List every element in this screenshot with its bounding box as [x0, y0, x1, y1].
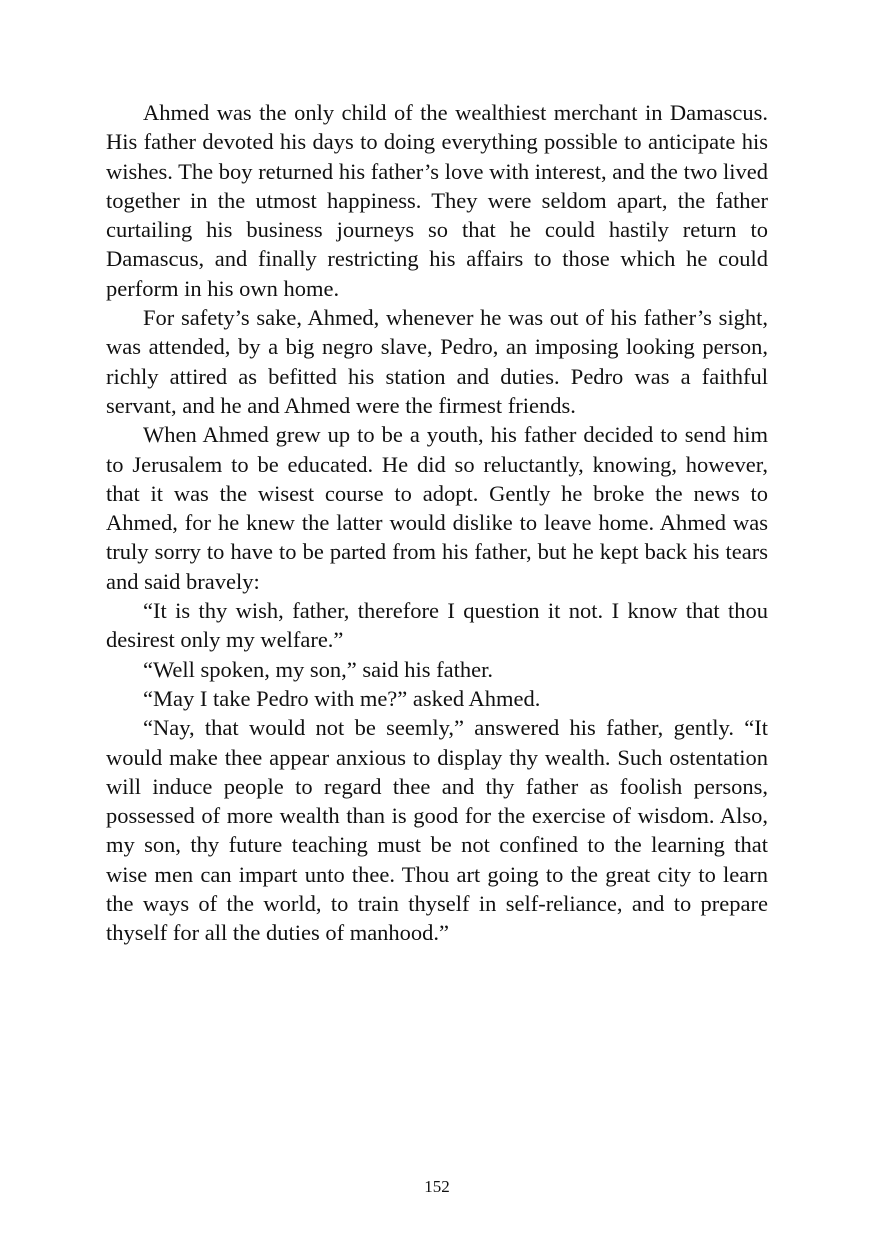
page-number: 152: [424, 1177, 450, 1196]
paragraph-ahmed-reply: “It is thy wish, father, therefore I question it not. I know that thou desirest only my welfare.”: [106, 598, 768, 653]
paragraph-father-answer: “Nay, that would not be seemly,” answered his father, gently. “It would make thee appear anxious to display thy wealth. Such ostentation will induce people to regard thee and thy father as foolish persons, possessed of more wealth than is good for the exercise of wisdom. Also, my son, thy future teaching must be not confined to the learning that wise men can impart unto thee. Thou art going to the great city to learn the ways of the world, to train thyself in self-reliance, and to prepare thyself for all the duties of manhood.”: [106, 715, 768, 946]
paragraph-take-pedro: “May I take Pedro with me?” asked Ahmed.: [143, 685, 541, 711]
body-text: [106, 98, 768, 948]
paragraph-well-spoken: “Well spoken, my son,” said his father.: [143, 656, 493, 682]
paragraph-pedro-attendant: For safety’s sake, Ahmed, whenever he was out of his father’s sight, was attended, by a big negro slave, Pedro, an imposing looking person, richly attired as befitted his station and duties. Pedro was a faithful servant, and he and Ahmed were the firmest friends.: [106, 305, 768, 418]
paragraph-ahmed-intro: Ahmed was the only child of the wealthiest merchant in Damascus. His father devoted his days to doing everything possible to anticipate his wishes. The boy returned his father’s love with interest, and the two lived together in the utmost happiness. They were seldom apart, the father curtailing his business journeys so that he could hastily return to Damascus, and finally restricting his affairs to those which he could perform in his own home.: [106, 100, 768, 301]
paragraph-jerusalem-decision: When Ahmed grew up to be a youth, his father decided to send him to Jerusalem to be educated. He did so reluctantly, knowing, however, that it was the wisest course to adopt. Gently he broke the news to Ahmed, for he knew the latter would dislike to leave home. Ahmed was truly sorry to have to be parted from his father, but he kept back his tears and said bravely:: [106, 422, 768, 594]
